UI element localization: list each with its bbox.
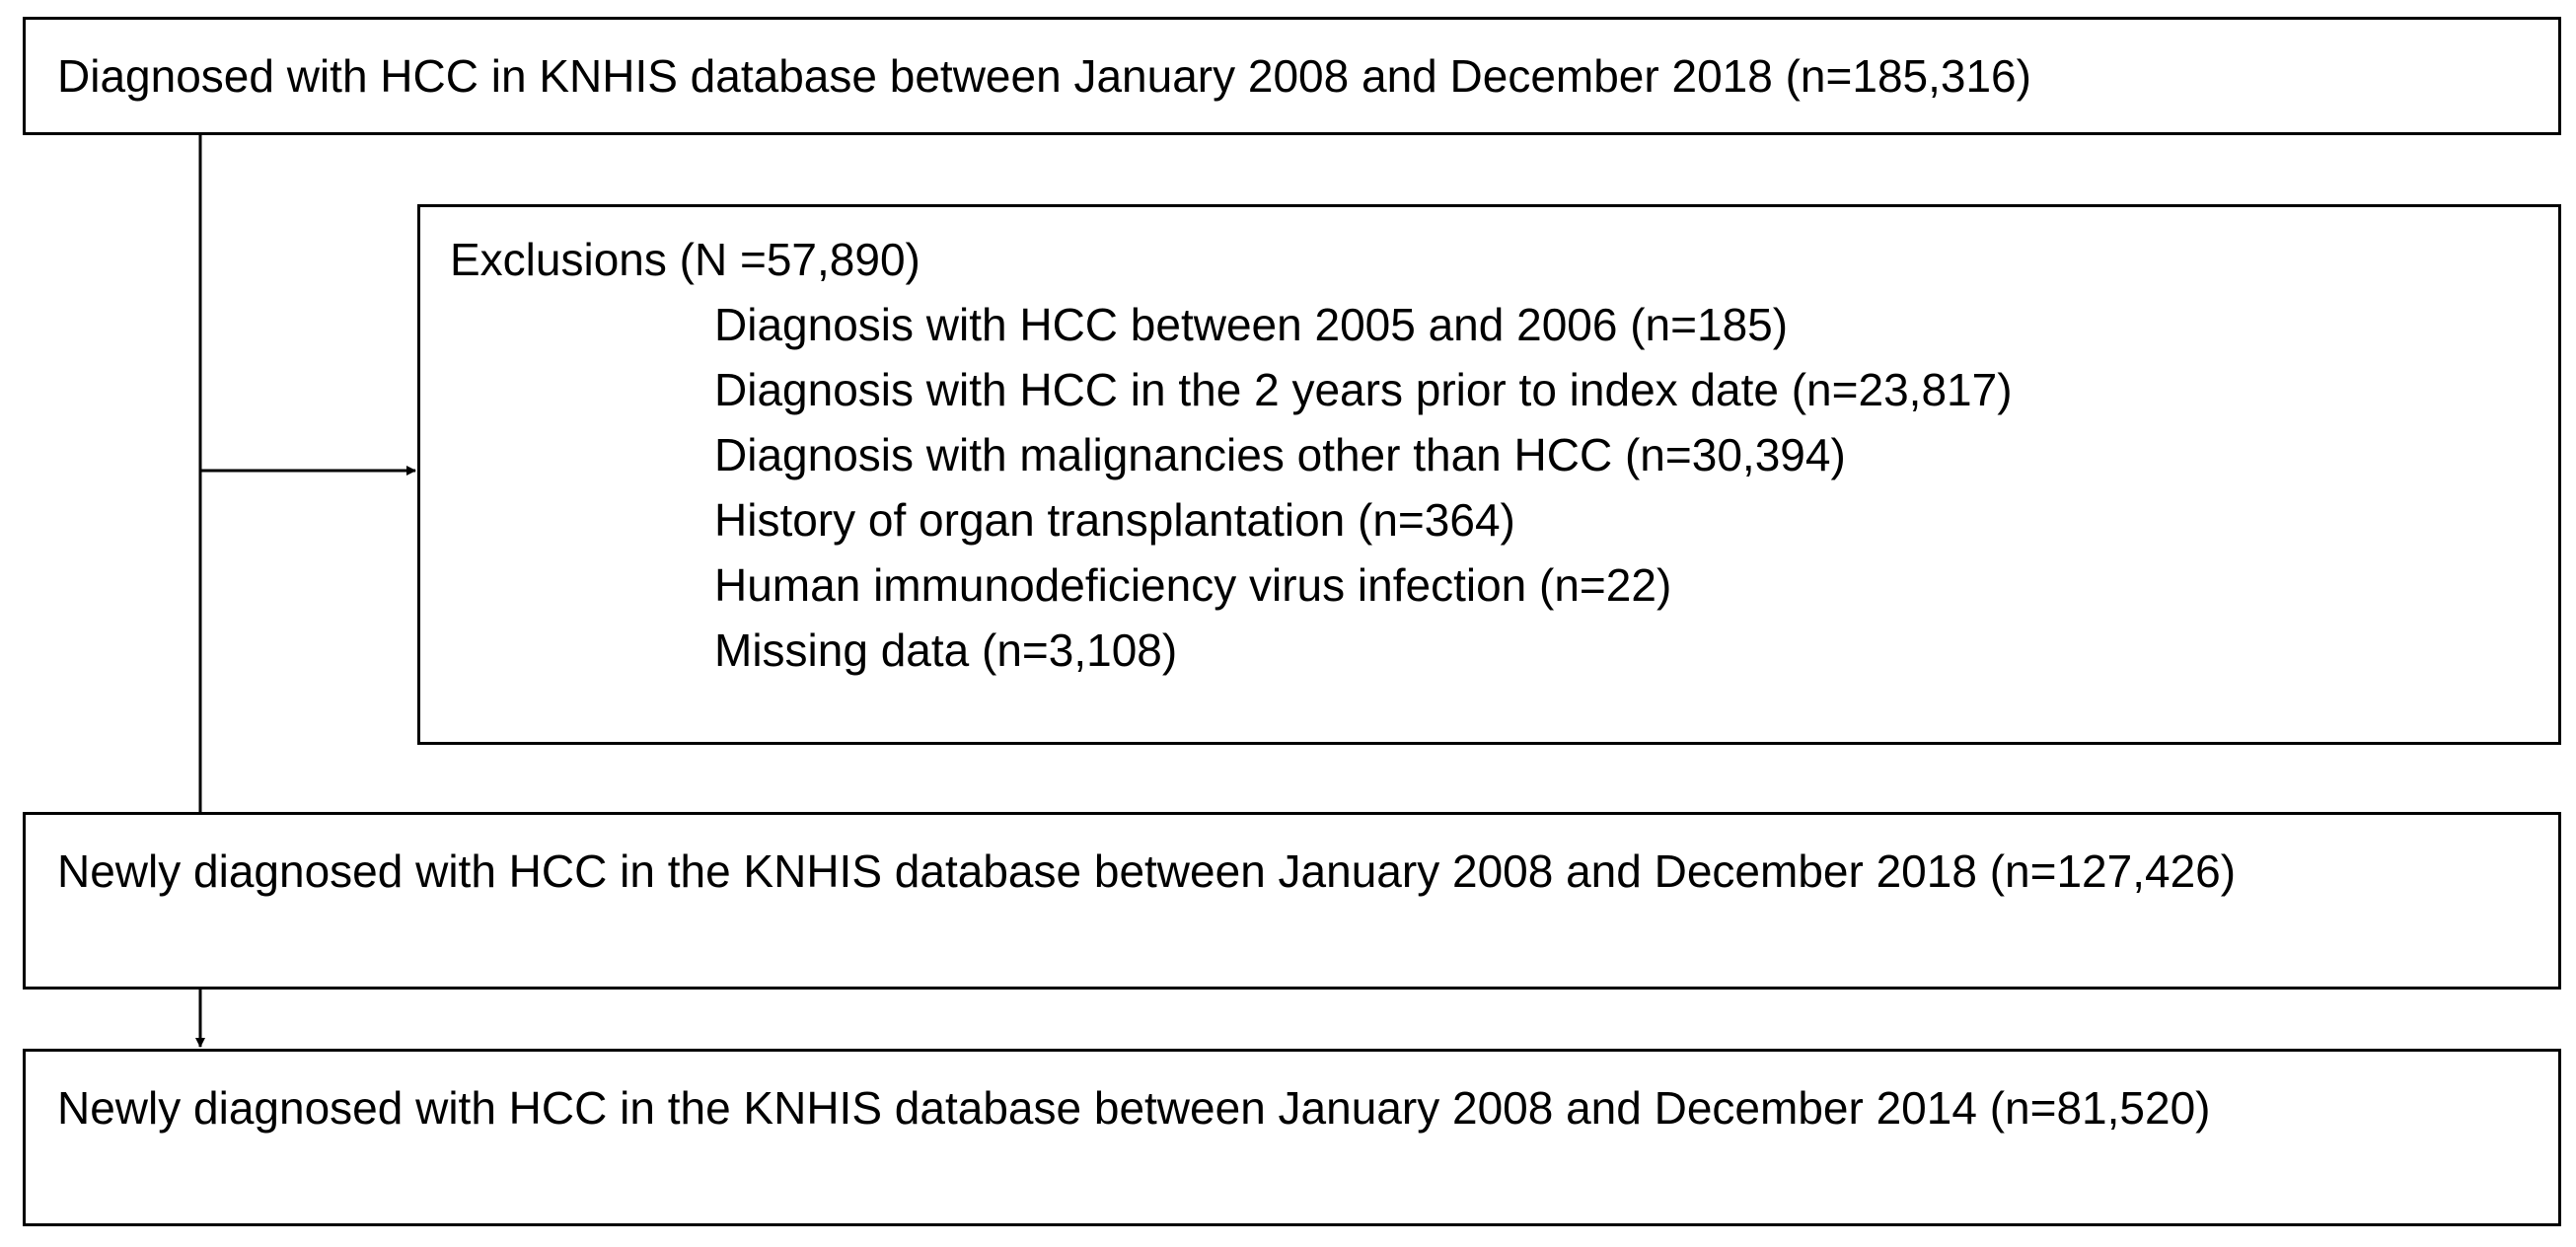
exclusion-item: Human immunodeficiency virus infection (n=22) (714, 559, 1672, 611)
newly-diagnosed-2014-text: Newly diagnosed with HCC in the KNHIS database between January 2008 and December 2014 (n=81,520) (57, 1082, 2211, 1134)
newly-diagnosed-2018-box (23, 812, 2561, 990)
exclusion-item: Missing data (n=3,108) (714, 624, 1178, 676)
total-diagnosed-text: Diagnosed with HCC in KNHIS database between January 2008 and December 2018 (n=185,316) (57, 50, 2031, 102)
exclusion-item: Diagnosis with HCC between 2005 and 2006 (n=185) (714, 299, 1789, 350)
newly-diagnosed-2018-text: Newly diagnosed with HCC in the KNHIS database between January 2008 and December 2018 (n=127,426) (57, 845, 2237, 897)
exclusion-item: Diagnosis with malignancies other than HCC (n=30,394) (714, 429, 1846, 480)
newly-diagnosed-2014-box (23, 1049, 2561, 1226)
exclusions-box (417, 204, 2561, 745)
exclusions-list (714, 292, 2013, 683)
exclusion-item: History of organ transplantation (n=364) (714, 494, 1515, 546)
exclusions-title: Exclusions (N =57,890) (450, 234, 920, 285)
exclusion-item: Diagnosis with HCC in the 2 years prior to index date (n=23,817) (714, 364, 2013, 415)
total-diagnosed-box (23, 17, 2561, 135)
